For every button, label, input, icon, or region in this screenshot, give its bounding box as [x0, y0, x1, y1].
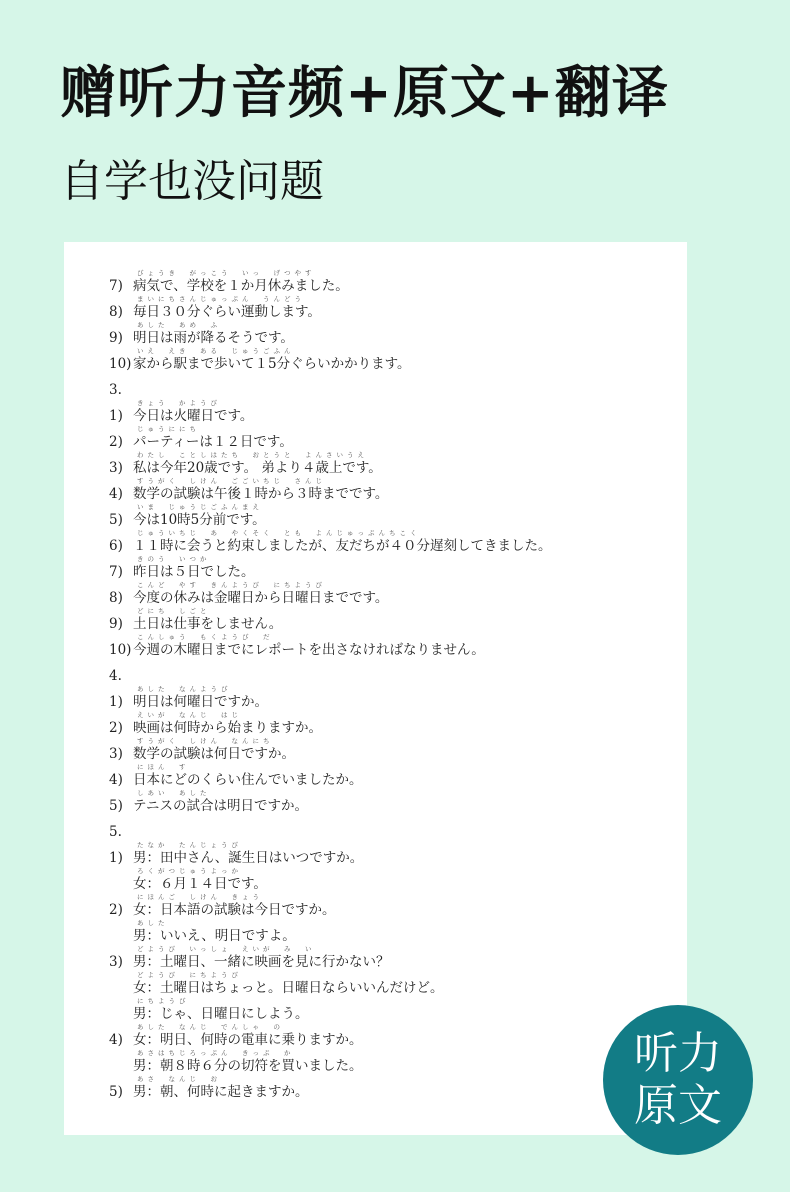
line-text: 病気で、学校を１か月休みました。	[133, 278, 349, 294]
badge-line-2: 原文	[634, 1080, 722, 1131]
document-line	[109, 450, 677, 476]
furigana: あした なんじ でんしゃ の	[137, 1023, 284, 1031]
line-number: 8)	[109, 304, 123, 320]
furigana: えいが なんじ はじ	[137, 711, 242, 719]
line-text: 私は今年20歳です。 弟より４歳上です。	[133, 460, 382, 476]
line-number: 1)	[109, 408, 123, 424]
line-text: パーティーは１２日です。	[133, 434, 293, 450]
document-line	[109, 710, 677, 736]
line-number: 7)	[109, 278, 123, 294]
furigana: まいにちさんじゅっぷん うんどう	[137, 295, 305, 303]
line-text: 今日は火曜日です。	[133, 408, 254, 424]
furigana: あさ なんじ お	[137, 1075, 221, 1083]
line-text: 女：６月１４日です。	[133, 876, 267, 892]
furigana: にちようび	[137, 997, 190, 1005]
furigana: じゅうににち	[137, 425, 200, 433]
document-line	[109, 944, 677, 970]
document-line	[109, 866, 677, 892]
line-text: １１時に会うと約束しましたが、友だちが４０分遅刻してきました。	[133, 538, 552, 554]
line-text: 男：田中さん、誕生日はいつですか。	[133, 850, 364, 866]
document-line	[109, 918, 677, 944]
line-number: 7)	[109, 564, 123, 580]
document-line	[109, 970, 677, 996]
line-text: 毎日３０分ぐらい運動します。	[133, 304, 321, 320]
document-line	[109, 554, 677, 580]
line-text: 今度の休みは金曜日から日曜日までです。	[133, 590, 389, 606]
line-text: 明日は何曜日ですか。	[133, 694, 268, 710]
document-lines	[109, 268, 677, 1100]
line-number: 9)	[109, 330, 123, 346]
line-text: テニスの試合は明日ですか。	[133, 798, 308, 814]
furigana: いえ えき ある じゅうごふん	[137, 347, 295, 355]
line-number: 4)	[109, 486, 123, 502]
furigana: にほん す	[137, 763, 190, 771]
line-number: 8)	[109, 590, 123, 606]
line-text: 家から駅まで歩いて１5分ぐらいかかります。	[133, 356, 411, 372]
line-text: 女：土曜日はちょっと。日曜日ならいいんだけど。	[133, 980, 444, 996]
line-text: 女：明日、何時の電車に乗りますか。	[133, 1032, 363, 1048]
line-number: 9)	[109, 616, 123, 632]
document-line	[109, 398, 677, 424]
line-text: 女：日本語の試験は今日ですか。	[133, 902, 336, 918]
furigana: こんしゅう もくようび だ	[137, 633, 274, 641]
furigana: どようび にちようび	[137, 971, 242, 979]
line-text: 昨日は５日でした。	[133, 564, 255, 580]
line-number: 10)	[109, 642, 132, 658]
headline: 赠听力音频+原文+翻译	[60, 61, 669, 126]
document-line	[109, 476, 677, 502]
furigana: どにち しごと	[137, 607, 211, 615]
subheadline: 自学也没问题	[60, 156, 324, 207]
line-text: 数学の試験は午後１時から３時までです。	[133, 486, 389, 502]
section-heading: 3.	[109, 382, 122, 398]
line-text: 土日は仕事をしません。	[133, 616, 283, 632]
document-line	[109, 606, 677, 632]
furigana: いま じゅうじごふんまえ	[137, 503, 263, 511]
furigana: あした あめ ふ	[137, 321, 221, 329]
document-line	[109, 684, 677, 710]
document-line	[109, 528, 677, 554]
document-line	[109, 268, 677, 294]
line-number: 3)	[109, 746, 123, 762]
line-text: 今週の木曜日までにレポートを出さなければなりません。	[133, 642, 485, 658]
line-number: 5)	[109, 798, 123, 814]
document-line	[109, 762, 677, 788]
document-line	[109, 996, 677, 1022]
furigana: すうがく しけん ごごいちじ さんじ	[137, 477, 326, 485]
document-line	[109, 320, 677, 346]
furigana: あした なんようび	[137, 685, 232, 693]
line-number: 5)	[109, 1084, 123, 1100]
section-heading: 4.	[109, 668, 122, 684]
document-line	[109, 1074, 677, 1100]
furigana: すうがく しけん なんにち	[137, 737, 274, 745]
line-text: 今は10時5分前です。	[133, 512, 266, 528]
furigana: あさはちじろっぷん きっぷ か	[137, 1049, 295, 1057]
furigana: ろくがつじゅうよっか	[137, 867, 242, 875]
document-line	[109, 424, 677, 450]
document-line	[109, 1022, 677, 1048]
line-text: 男：土曜日、一緒に映画を見に行かない？	[133, 954, 390, 970]
line-text: 男：じゃ、日曜日にしよう。	[133, 1006, 309, 1022]
document-line	[109, 892, 677, 918]
furigana: にほんご しけん きょう	[137, 893, 263, 901]
line-text: 映画は何時から始まりますか。	[133, 720, 322, 736]
document-line	[109, 632, 677, 658]
line-text: 明日は雨が降るそうです。	[133, 330, 294, 346]
furigana: きのう いつか	[137, 555, 211, 563]
furigana: どようび いっしょ えいが み い	[137, 945, 316, 953]
line-number: 1)	[109, 850, 123, 866]
document-line	[109, 736, 677, 762]
line-number: 3)	[109, 954, 123, 970]
furigana: こんど やす きんようび にちようび	[137, 581, 326, 589]
line-number: 2)	[109, 720, 123, 736]
line-number: 4)	[109, 772, 123, 788]
line-number: 5)	[109, 512, 123, 528]
furigana: しあい あした	[137, 789, 211, 797]
line-text: 日本にどのくらい住んでいましたか。	[133, 772, 363, 788]
line-number: 2)	[109, 902, 123, 918]
listening-transcript-badge	[603, 1005, 753, 1155]
badge-line-1: 听力	[634, 1028, 722, 1079]
document-line	[109, 346, 677, 372]
document-line	[109, 1048, 677, 1074]
furigana: じゅういちじ あ やくそく とも よんじゅっぷんちこく	[137, 529, 421, 537]
furigana: あした	[137, 919, 169, 927]
document-line	[109, 580, 677, 606]
line-text: 男：いいえ、明日ですよ。	[133, 928, 296, 944]
line-number: 3)	[109, 460, 123, 476]
line-number: 2)	[109, 434, 123, 450]
furigana: たなか たんじょうび	[137, 841, 242, 849]
document-line	[109, 294, 677, 320]
document-line	[109, 840, 677, 866]
document-page	[64, 242, 687, 1135]
line-number: 6)	[109, 538, 123, 554]
document-line	[109, 502, 677, 528]
line-text: 男：朝、何時に起きますか。	[133, 1084, 309, 1100]
document-line	[109, 788, 677, 814]
furigana: わたし ことしはたち おとうと よんさいうえ	[137, 451, 368, 459]
section-heading: 5.	[109, 824, 122, 840]
line-number: 4)	[109, 1032, 123, 1048]
line-text: 数学の試験は何日ですか。	[133, 746, 295, 762]
furigana: びょうき がっこう いっ げつやす	[137, 269, 316, 277]
line-number: 1)	[109, 694, 123, 710]
furigana: きょう かようび	[137, 399, 221, 407]
line-text: 男：朝８時６分の切符を買いました。	[133, 1058, 363, 1074]
line-number: 10)	[109, 356, 132, 372]
